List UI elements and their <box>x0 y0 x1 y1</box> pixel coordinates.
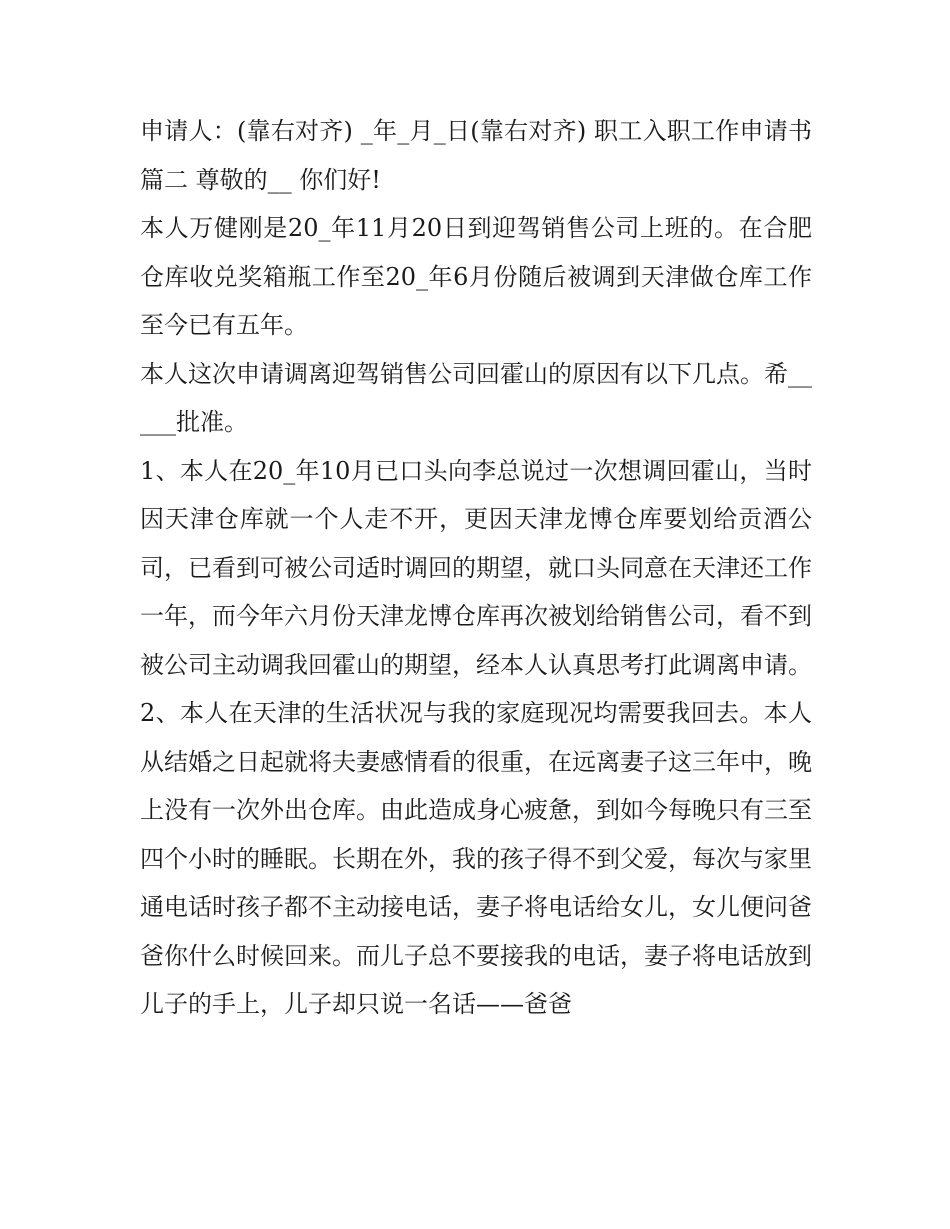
document-body <box>140 107 812 1029</box>
paragraph-reason-2: 2、本人在天津的生活状况与我的家庭现况均需要我回去。本人从结婚之日起就将夫妻感情看的很重，在远离妻子这三年中，晚上没有一次外出仓库。由此造成身心疲惫，到如今每晚只有三至四个小时的睡眠。长期在外，我的孩子得不到父爱，每次与家里通电话时孩子都不主动接电话，妻子将电话给女儿，女儿便问爸爸你什么时候回来。而儿子总不要接我的电话，妻子将电话放到儿子的手上，儿子却只说一名话——爸爸 <box>140 699 812 1018</box>
paragraph-reason-1: 1、本人在20_年10月已口头向李总说过一次想调回霍山，当时因天津仓库就一个人走不开，更因天津龙博仓库要划给贡酒公司，已看到可被公司适时调回的期望，就口头同意在天津还工作一年，而今年六月份天津龙博仓库再次被划给销售公司，看不到被公司主动调我回霍山的期望，经本人认真思考打此调离申请。 <box>140 456 812 679</box>
paragraph-applicant-header: 申请人：(靠右对齐) _年_月_日(靠右对齐) 职工入职工作申请书篇二 尊敬的__ 你们好! <box>140 117 812 194</box>
paragraph-transfer-reasons-intro: 本人这次申请调离迎驾销售公司回霍山的原因有以下几点。希_____批准。 <box>140 359 812 436</box>
paragraph-employment-history: 本人万健刚是20_年11月20日到迎驾销售公司上班的。在合肥仓库收兑奖箱瓶工作至20_年6月份随后被调到天津做仓库工作至今已有五年。 <box>140 214 812 339</box>
